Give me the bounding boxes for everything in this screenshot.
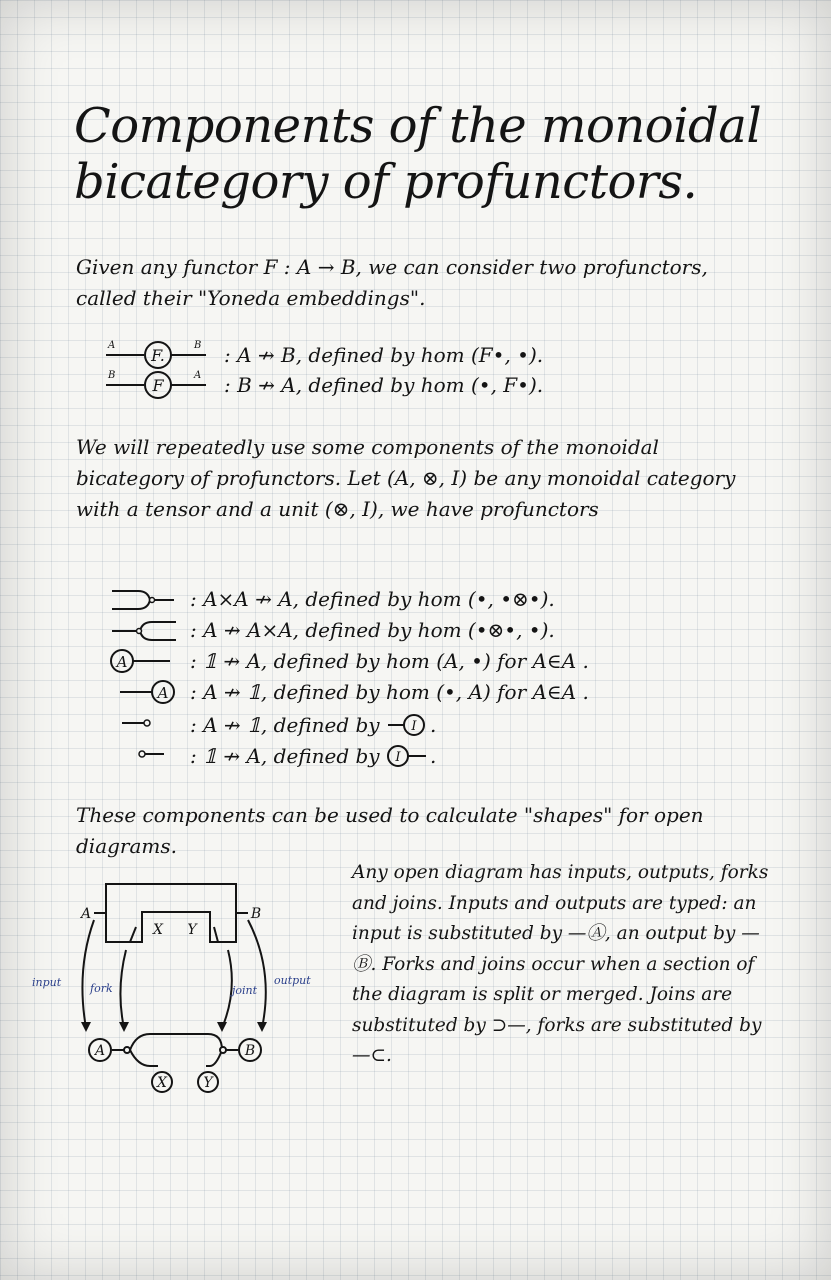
fork-icon <box>108 615 184 646</box>
counit-suffix: . <box>429 713 437 737</box>
yoneda-in-label: B <box>108 370 116 381</box>
shapes-paragraph: These components can be used to calculate "shapes" for open diagrams. <box>76 803 704 858</box>
unit-substitute-label: I <box>395 750 401 765</box>
join-icon <box>108 584 184 615</box>
yoneda-definition: : B ↛ A, defined by hom (•, F•). <box>224 373 544 397</box>
component-definition-text: : A ↛ 𝟙, defined by <box>190 713 380 737</box>
arrow-label-output: output <box>274 974 311 987</box>
output-node-icon <box>108 677 184 708</box>
diagram-node-label: A <box>94 1043 106 1059</box>
explanation-paragraph: Any open diagram has inputs, outputs, forks and joins. Inputs and outputs are typed: an input is substituted by —Ⓐ, an output by —Ⓑ. Forks and joins occur when a section of the diagram is split or merged. Joins are substituted by ⊃—, forks are substituted by —⊂. <box>352 862 769 1066</box>
yoneda-out-label: B <box>194 340 202 351</box>
component-definition <box>190 739 436 772</box>
components-paragraph: We will repeatedly use some components of the monoidal bicategory of profunctors. Let (A, ⊗, I) be any monoidal category with a tensor and a unit (⊗, I), we have profunctors <box>76 435 736 521</box>
diagram-node-label: B <box>244 1043 256 1059</box>
intro-paragraph: Given any functor F : A → B, we can consider two profunctors, called their "Yoneda embeddings". <box>76 255 708 310</box>
open-diagram-figure <box>26 870 346 1110</box>
component-definition: : A ↛ 𝟙, defined by hom (•, A) for A∈A . <box>190 680 589 704</box>
component-definition: : A ↛ A×A, defined by hom (•⊗•, •). <box>190 618 555 642</box>
component-definition: : 𝟙 ↛ A, defined by hom (A, •) for A∈A . <box>190 649 589 673</box>
page-title: Components of the monoidal bicategory of profunctors. <box>74 98 762 210</box>
unit-icon <box>108 739 184 770</box>
input-node-icon <box>108 646 184 677</box>
yoneda-node-label: F. <box>151 346 165 365</box>
arrow-label-joint: joint <box>232 984 258 997</box>
arrow-label-input: input <box>32 976 62 989</box>
diagram-box-left-label: A <box>80 906 92 922</box>
counit-icon <box>108 708 184 739</box>
diagram-node-label: X <box>157 1075 167 1091</box>
yoneda-out-label: A <box>194 370 202 381</box>
input-arrow <box>82 920 94 1028</box>
yoneda-diagram-icon <box>106 340 216 370</box>
yoneda-node-label: F <box>152 376 164 395</box>
yoneda-diagram-icon <box>106 370 216 400</box>
component-definition <box>190 708 436 741</box>
yoneda-definition: : A ↛ B, defined by hom (F•, •). <box>224 343 544 367</box>
unit-suffix: . <box>429 744 437 768</box>
arrow-label-fork: fork <box>90 982 113 995</box>
counit-substitute-icon <box>386 713 430 737</box>
yoneda-in-label: A <box>108 340 116 351</box>
diagram-box-y-label: Y <box>187 922 197 938</box>
component-definition: : A×A ↛ A, defined by hom (•, •⊗•). <box>190 587 555 611</box>
unit-substitute-icon <box>386 744 430 768</box>
component-node-label: A <box>116 653 128 671</box>
joint-arrow <box>222 950 232 1028</box>
diagram-box-x-label: X <box>153 922 163 938</box>
diagram-box-right-label: B <box>250 906 262 922</box>
counit-substitute-label: I <box>411 719 417 734</box>
fork-arrow <box>120 950 126 1028</box>
output-arrow <box>248 920 266 1028</box>
diagram-node-label: Y <box>203 1075 213 1091</box>
component-definition-text: : 𝟙 ↛ A, defined by <box>190 744 380 768</box>
component-node-label: A <box>157 684 169 702</box>
